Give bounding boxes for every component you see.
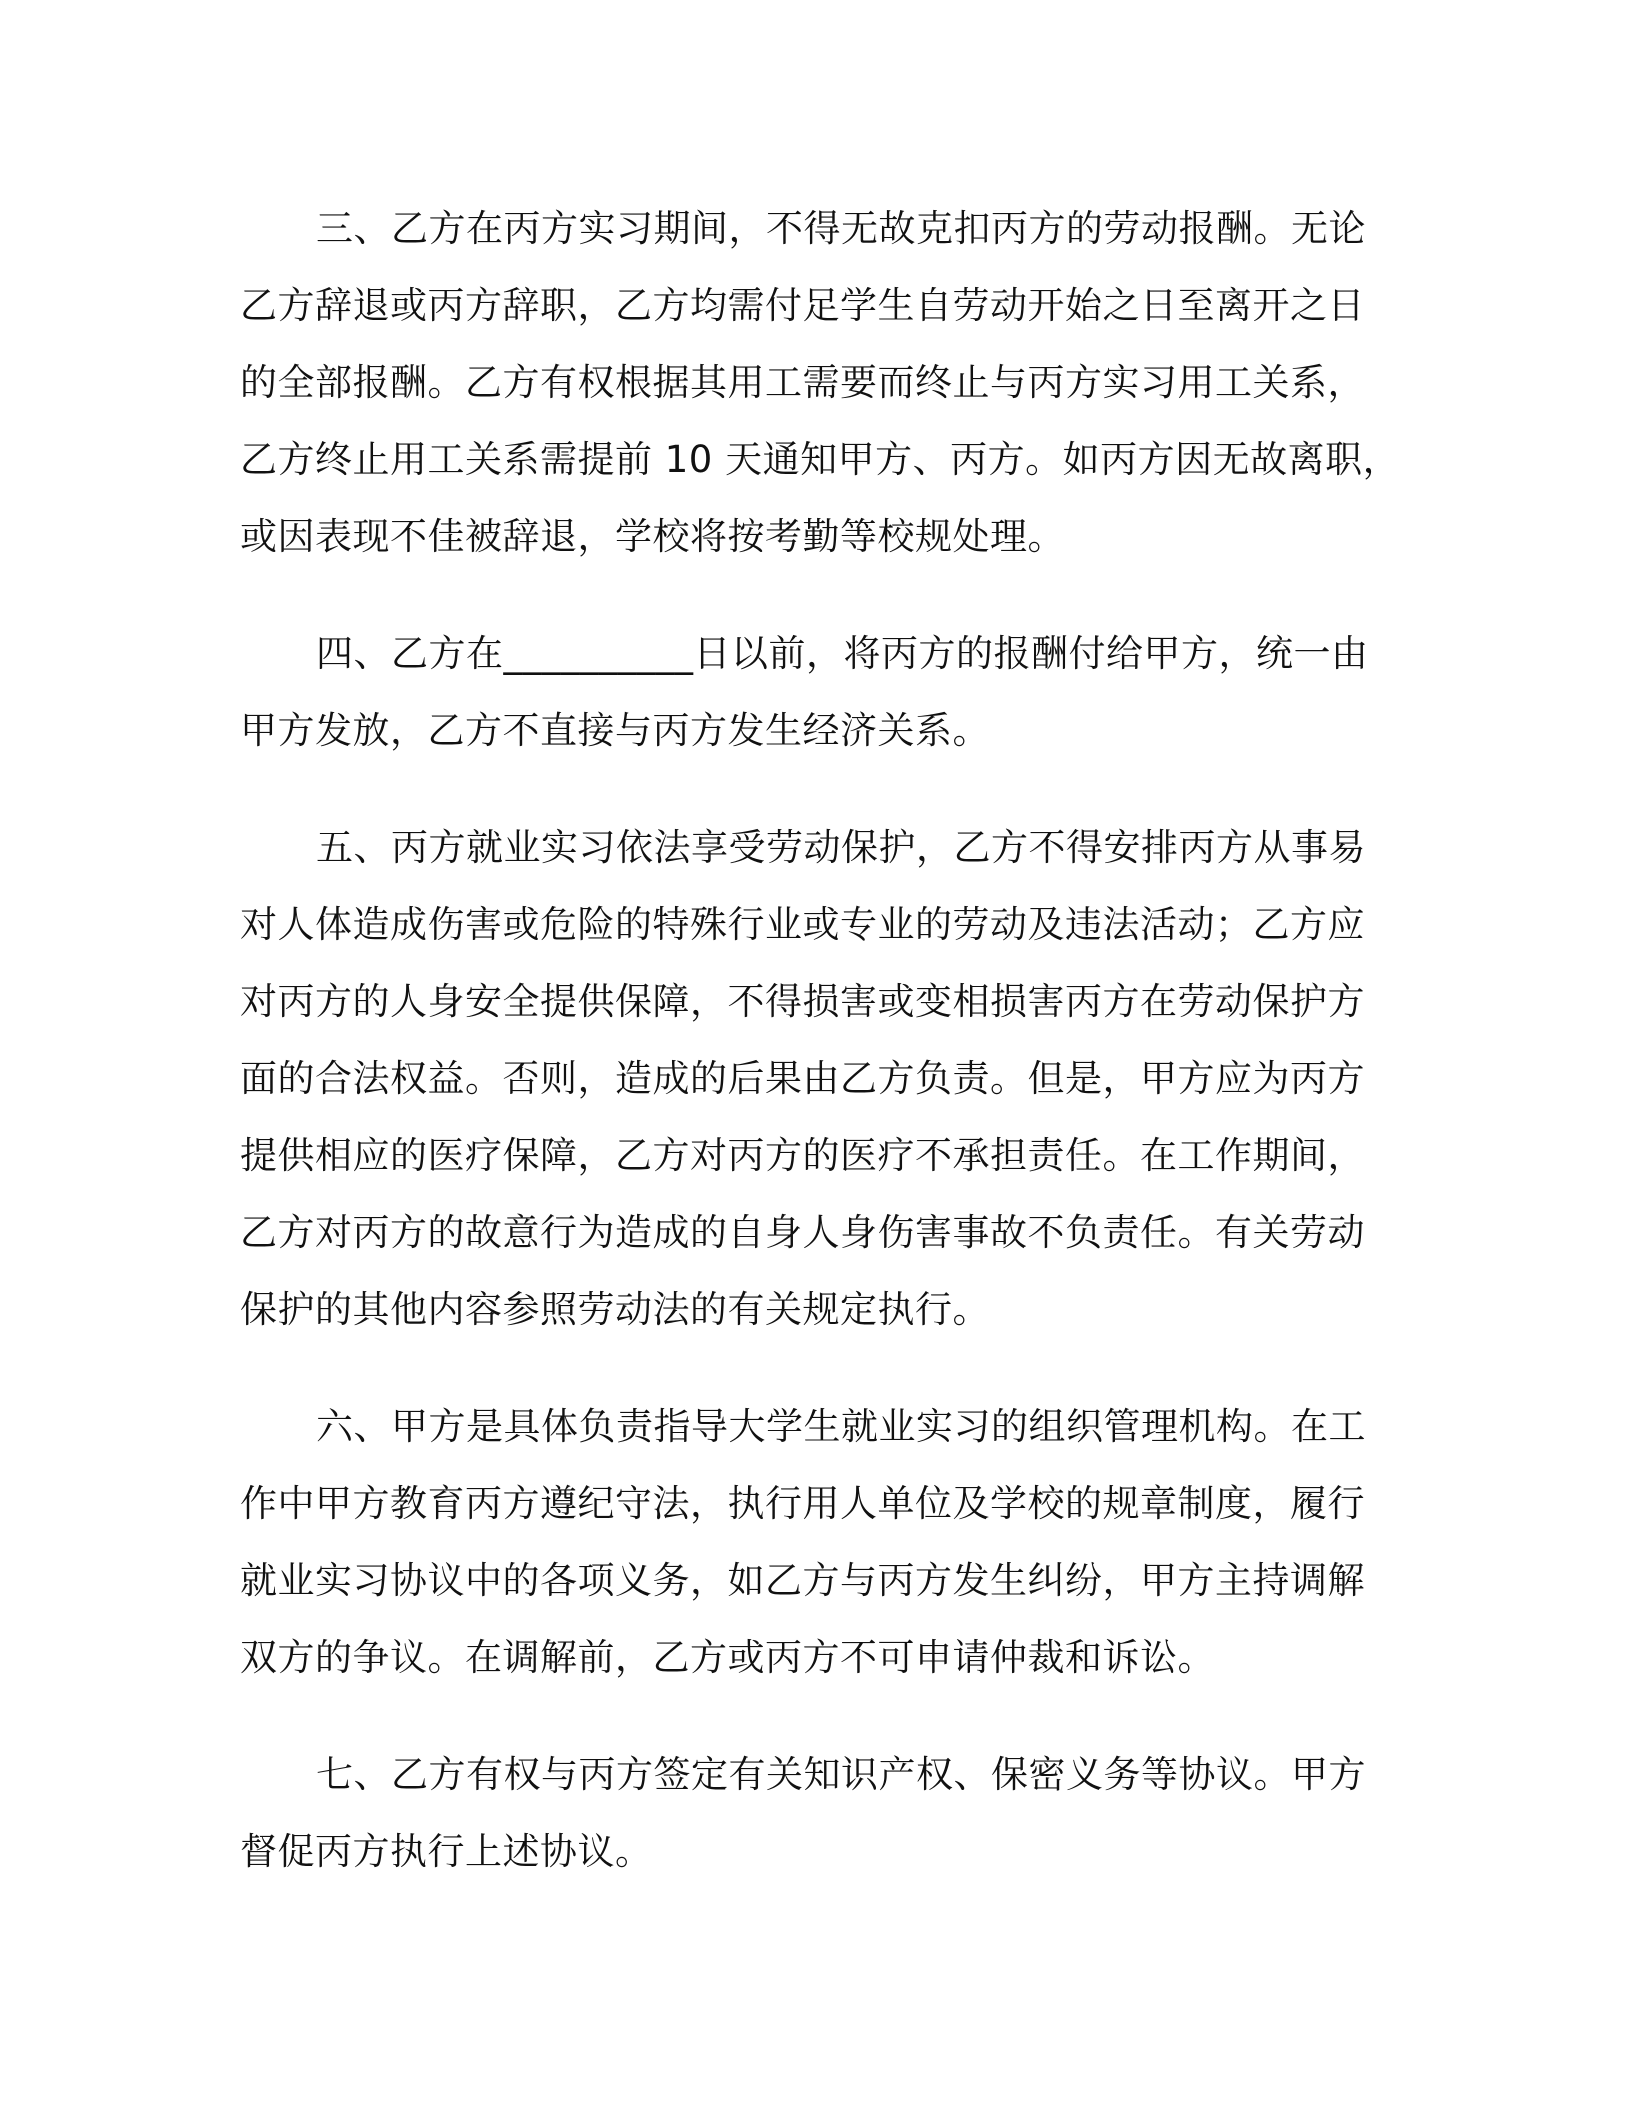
text-line: 或因表现不佳被辞退，学校将按考勤等校规处理。 — [240, 515, 1065, 558]
text-line: 四、乙方在__________日以前，将丙方的报酬付给甲方，统一由 — [316, 632, 1369, 675]
paragraph-clause-5 — [240, 809, 1366, 1348]
text-line: 甲方发放，乙方不直接与丙方发生经济关系。 — [240, 709, 990, 752]
paragraph-clause-6 — [240, 1388, 1366, 1696]
text-line: 乙方对丙方的故意行为造成的自身人身伤害事故不负责任。有关劳动 — [240, 1211, 1365, 1254]
text-line: 对人体造成伤害或危险的特殊行业或专业的劳动及违法活动；乙方应 — [240, 903, 1365, 946]
text-line: 作中甲方教育丙方遵纪守法，执行用人单位及学校的规章制度，履行 — [240, 1482, 1365, 1525]
text-line: 七、乙方有权与丙方签定有关知识产权、保密义务等协议。甲方 — [316, 1753, 1366, 1796]
text-line: 对丙方的人身安全提供保障，不得损害或变相损害丙方在劳动保护方 — [240, 980, 1365, 1023]
text-line: 三、乙方在丙方实习期间，不得无故克扣丙方的劳动报酬。无论 — [316, 207, 1366, 250]
text-line: 面的合法权益。否则，造成的后果由乙方负责。但是，甲方应为丙方 — [240, 1057, 1365, 1100]
document-page — [240, 190, 1401, 1930]
text-line: 保护的其他内容参照劳动法的有关规定执行。 — [240, 1288, 990, 1331]
text-line: 双方的争议。在调解前，乙方或丙方不可申请仲裁和诉讼。 — [240, 1636, 1215, 1679]
paragraph-clause-4 — [240, 615, 1369, 769]
text-line: 六、甲方是具体负责指导大学生就业实习的组织管理机构。在工 — [316, 1405, 1366, 1448]
text-line: 乙方辞退或丙方辞职，乙方均需付足学生自劳动开始之日至离开之日 — [240, 284, 1365, 327]
text-line: 五、丙方就业实习依法享受劳动保护，乙方不得安排丙方从事易 — [316, 826, 1366, 869]
text-line: 督促丙方执行上述协议。 — [240, 1830, 653, 1873]
text-line: 乙方终止用工关系需提前 10 天通知甲方、丙方。如丙方因无故离职， — [240, 438, 1401, 481]
paragraph-clause-7 — [240, 1736, 1366, 1890]
text-line: 就业实习协议中的各项义务，如乙方与丙方发生纠纷，甲方主持调解 — [240, 1559, 1365, 1602]
paragraph-clause-3 — [240, 190, 1401, 575]
text-line: 提供相应的医疗保障，乙方对丙方的医疗不承担责任。在工作期间， — [240, 1134, 1365, 1177]
text-line: 的全部报酬。乙方有权根据其用工需要而终止与丙方实习用工关系， — [240, 361, 1365, 404]
